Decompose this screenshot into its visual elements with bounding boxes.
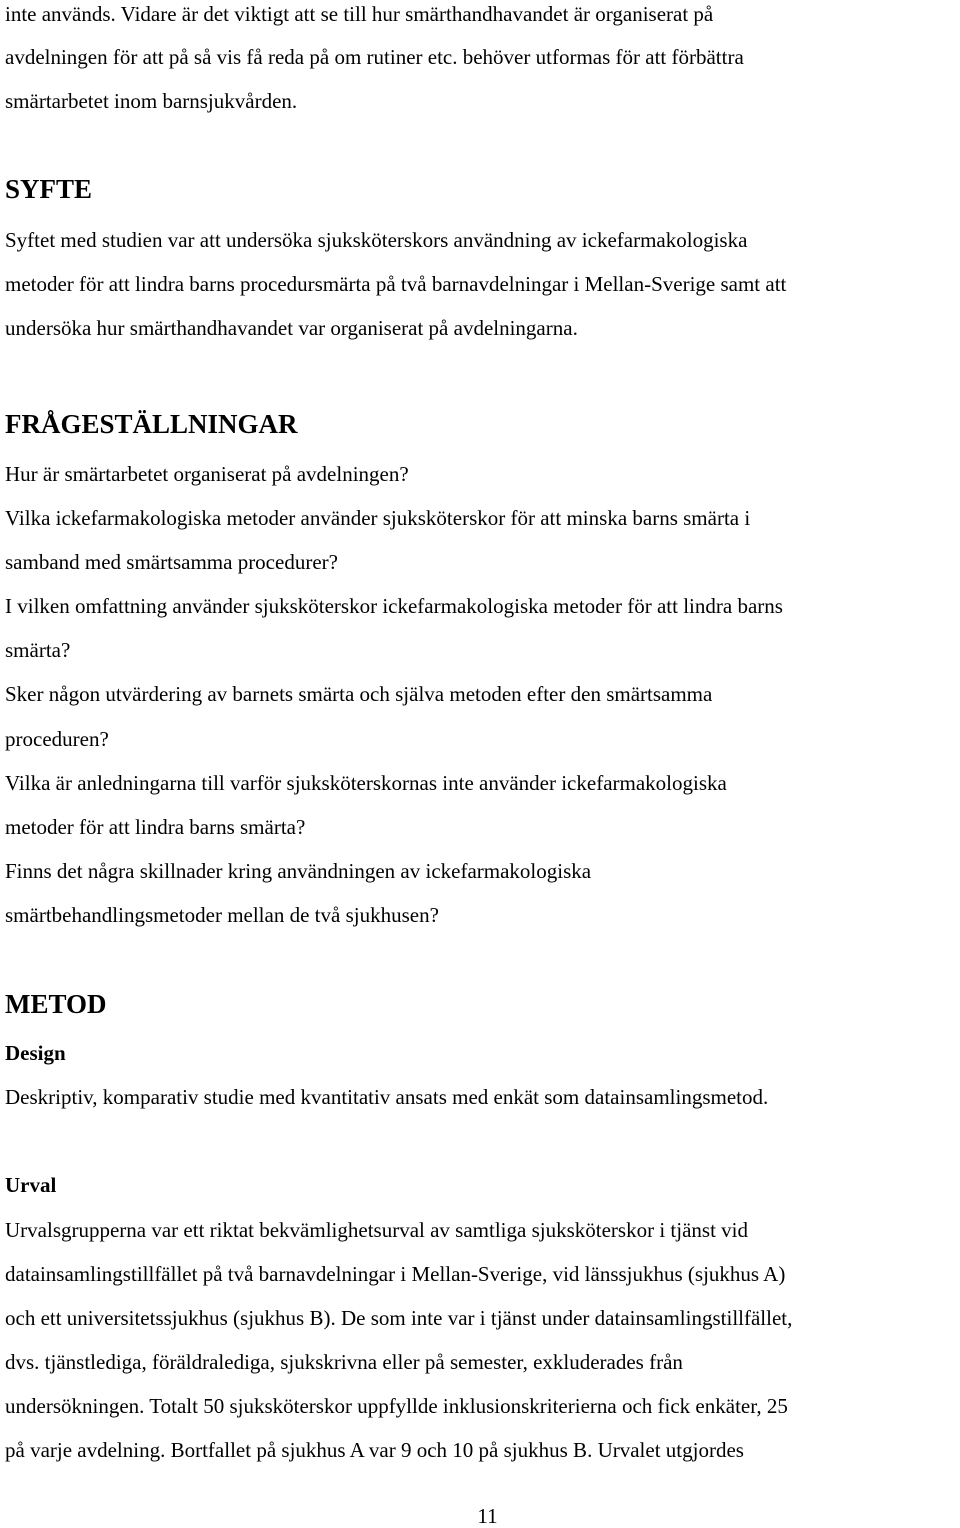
question-line: Vilka är anledningarna till varför sjuksköterskornas inte använder ickefarmakologiska bbox=[5, 771, 727, 795]
question-line: Sker någon utvärdering av barnets smärta och själva metoden efter den smärtsamma bbox=[5, 682, 713, 706]
intro-line: inte används. Vidare är det viktigt att se till hur smärthandhavandet är organiserat på bbox=[5, 2, 714, 26]
question-line: metoder för att lindra barns smärta? bbox=[5, 815, 306, 839]
urval-line: och ett universitetssjukhus (sjukhus B). De som inte var i tjänst under datainsamlingstillfället, bbox=[5, 1306, 793, 1330]
question-line: I vilken omfattning använder sjuksköterskor ickefarmakologiska metoder för att lindra barns bbox=[5, 594, 783, 618]
syfte-line: metoder för att lindra barns procedursmärta på två barnavdelningar i Mellan-Sverige samt att bbox=[5, 272, 787, 296]
question-line: smärta? bbox=[5, 638, 71, 662]
intro-line: smärtarbetet inom barnsjukvården. bbox=[5, 89, 298, 113]
page-number: 11 bbox=[477, 1504, 498, 1528]
urval-line: på varje avdelning. Bortfallet på sjukhus A var 9 och 10 på sjukhus B. Urvalet utgjordes bbox=[5, 1438, 744, 1462]
question-line: Hur är smärtarbetet organiserat på avdelningen? bbox=[5, 462, 409, 486]
question-line: Vilka ickefarmakologiska metoder använder sjuksköterskor för att minska barns smärta i bbox=[5, 506, 751, 530]
urval-line: Urvalsgrupperna var ett riktat bekvämlighetsurval av samtliga sjuksköterskor i tjänst vid bbox=[5, 1218, 748, 1242]
urval-line: dvs. tjänstlediga, föräldralediga, sjukskrivna eller på semester, exkluderades från bbox=[5, 1350, 683, 1374]
intro-line: avdelningen för att på så vis få reda på om rutiner etc. behöver utformas för att förbättra bbox=[5, 45, 744, 69]
question-line: samband med smärtsamma procedurer? bbox=[5, 550, 338, 574]
subsection-heading-design: Design bbox=[5, 1041, 66, 1065]
question-line: Finns det några skillnader kring användningen av ickefarmakologiska bbox=[5, 859, 592, 883]
subsection-heading-urval: Urval bbox=[5, 1173, 57, 1197]
section-heading-metod: METOD bbox=[5, 989, 107, 1019]
urval-line: datainsamlingstillfället på två barnavdelningar i Mellan-Sverige, vid länssjukhus (sjukhus A) bbox=[5, 1262, 786, 1286]
question-line: proceduren? bbox=[5, 727, 109, 751]
design-line: Deskriptiv, komparativ studie med kvantitativ ansats med enkät som datainsamlingsmetod. bbox=[5, 1085, 769, 1109]
syfte-line: undersöka hur smärthandhavandet var organiserat på avdelningarna. bbox=[5, 316, 578, 340]
urval-line: undersökningen. Totalt 50 sjuksköterskor uppfyllde inklusionskriterierna och fick enkäter, 25 bbox=[5, 1394, 788, 1418]
question-line: smärtbehandlingsmetoder mellan de två sjukhusen? bbox=[5, 903, 439, 927]
section-heading-fragestallningar: FRÅGESTÄLLNINGAR bbox=[5, 409, 298, 439]
syfte-line: Syftet med studien var att undersöka sjuksköterskors användning av ickefarmakologiska bbox=[5, 228, 748, 252]
section-heading-syfte: SYFTE bbox=[5, 174, 93, 204]
